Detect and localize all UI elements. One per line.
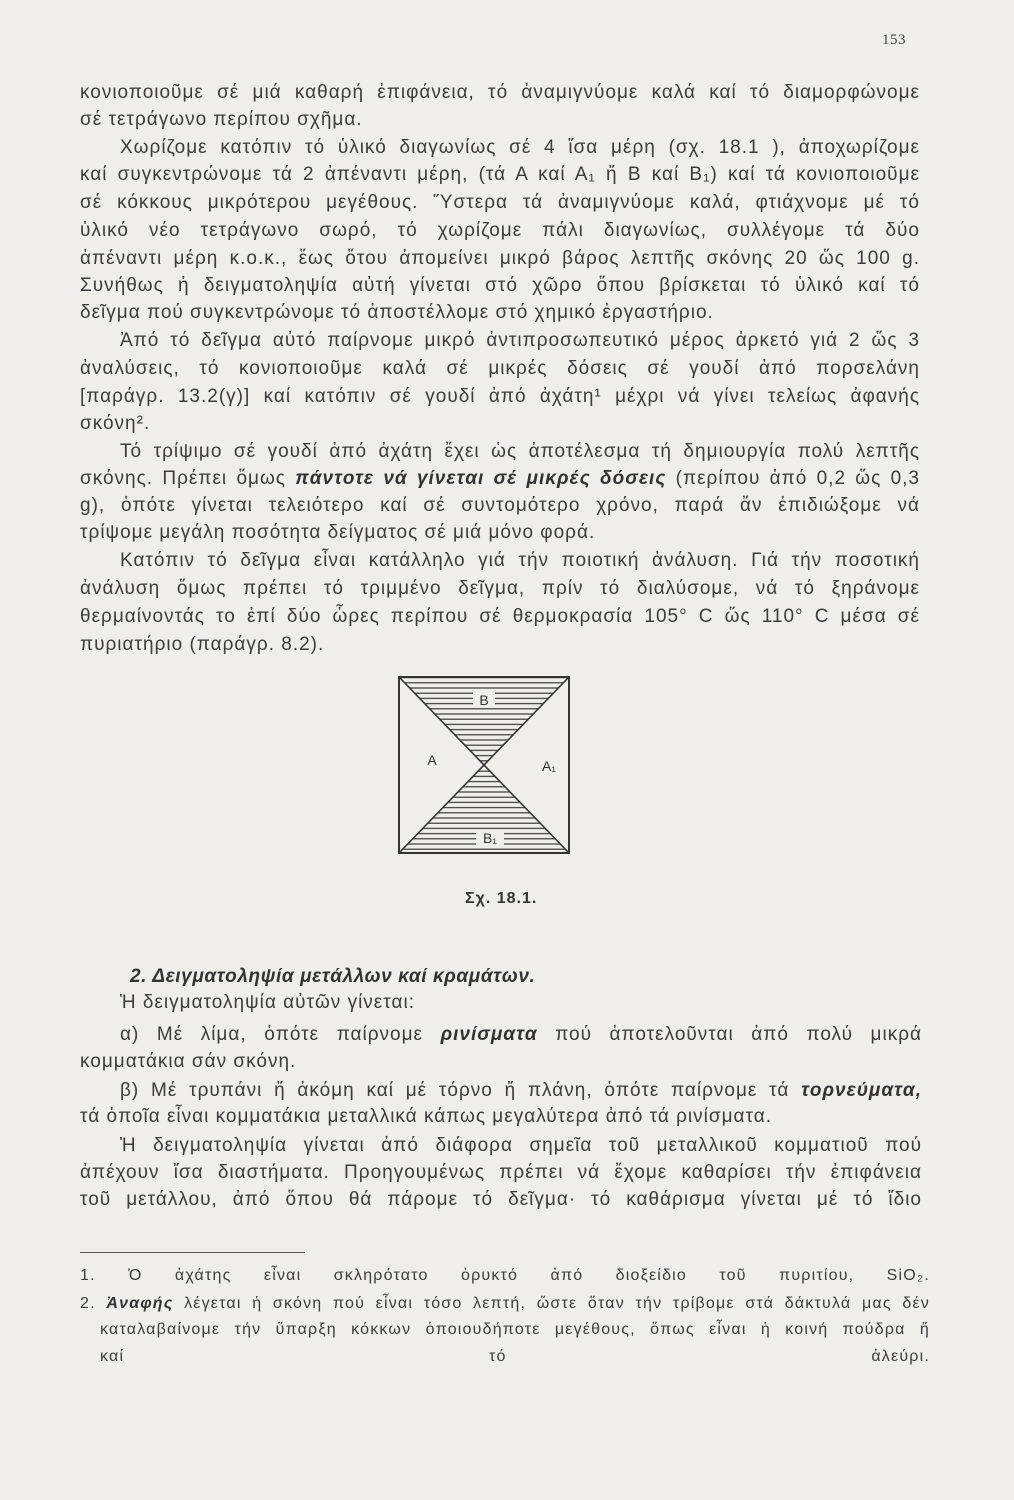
line-segment: (περίπου ἀπό 0,2 ὥς 0,3 <box>675 468 920 489</box>
emphasis-text: τορνεύματα, <box>801 1080 922 1101</box>
footnote-number: 1. <box>80 1267 96 1284</box>
line-segment: β) Μέ τρυπάνι ἤ ἀκόμη καί μέ τόρνο ἤ πλάνη, ὁπότε παίρνομε τά <box>120 1080 790 1101</box>
text-line: σέ τετράγωνο περίπου σχῆμα. <box>80 109 363 130</box>
footnote-line: καταλαβαίνομε τήν ὕπαρξη κόκκων ὁποιουδήποτε μεγέθους, ὅπως εἶναι ἡ κοινή πούδρα ἤ <box>100 1321 930 1338</box>
line-segment: α) Μέ λίμα, ὁπότε παίρνομε <box>120 1024 424 1045</box>
text-line <box>80 465 920 493</box>
text-line: δεῖγμα πού συγκεντρώνομε τό ἀποστέλλομε στό χημικό ἐργαστήριο. <box>80 302 714 323</box>
text-line: σέ κόκκους μικρότερου μεγέθους. Ὕστερα τά ἀναμιγνύομε καλά, φτιάχνομε μέ τό <box>80 192 920 213</box>
text-line: Ἡ δειγματοληψία αὐτῶν γίνεται: <box>120 992 415 1013</box>
label-b: Β <box>479 692 489 708</box>
section-heading: 2. Δειγματοληψία μετάλλων καί κραμάτων. <box>130 966 536 987</box>
text-line: κομματάκια σάν σκόνη. <box>80 1051 297 1072</box>
hatched-triangle-top <box>399 677 569 765</box>
text-line: Συνήθως ἡ δειγματοληψία αὐτή γίνεται στό χῶρο ὅπου βρίσκεται τό ὑλικό καί τό <box>80 275 920 296</box>
text-line: πυριατήριο (παράγρ. 8.2). <box>80 634 325 655</box>
text-line <box>120 1077 922 1105</box>
emphasis-text: πάντοτε νά γίνεται σέ μικρές δόσεις <box>295 468 667 489</box>
text-line <box>120 1021 922 1049</box>
text-line: τά ὁποῖα εἶναι κομματάκια μεταλλικά κάπως μεγαλύτερα ἀπό τά ρινίσματα. <box>80 1106 773 1127</box>
text-line: ὑλικό νέο τετράγωνο σωρό, τό χωρίζομε πάλι διαγωνίως, συλλέγομε τά δύο <box>80 220 920 241</box>
page-number: 153 <box>882 32 906 48</box>
text-line: Ἀπό τό δεῖγμα αὐτό παίρνομε μικρό ἀντιπροσωπευτικό μέρος ἀρκετό γιά 2 ὥς 3 <box>120 330 920 351</box>
figure-diagram <box>397 675 573 857</box>
footnote-line <box>80 1292 930 1316</box>
emphasis-text: ρινίσματα <box>440 1024 538 1045</box>
text-line: Ἡ δειγματοληψία γίνεται ἀπό διάφορα σημεῖα τοῦ μεταλλικοῦ κομματιοῦ πού <box>120 1135 922 1156</box>
label-b1: Β₁ <box>482 830 498 846</box>
line-segment: σκόνης. Πρέπει ὅμως <box>80 468 286 489</box>
text-line: Κατόπιν τό δεῖγμα εἶναι κατάλληλο γιά τήν ποιοτική ἀνάλυση. Γιά τήν ποσοτική <box>120 550 920 571</box>
text-line: g), ὁπότε γίνεται τελειότερο καί σέ συντομότερο χρόνο, παρά ἄν ἐπιδιώξομε νά <box>80 495 920 516</box>
text-line: ἀπέναντι μέρη κ.ο.κ., ἕως ὅτου ἀπομείνει μικρό βάρος λεπτῆς σκόνης 20 ὥς 100 g. <box>80 248 920 269</box>
line-segment: Ὁ ἀχάτης εἶναι σκληρότατο ὀρυκτό ἀπό διοξείδιο τοῦ πυριτίου, SiO₂. <box>128 1267 930 1284</box>
footnote-line: καί τό ἀλεύρι. <box>100 1348 930 1365</box>
line-segment: λέγεται ἡ σκόνη πού εἶναι τόσο λεπτή, ὥστε ὅταν τήν τρίβομε στά δάκτυλά μας δέν <box>184 1295 930 1312</box>
text-line: ἀνάλυση ὅμως πρέπει τό τριμμένο δεῖγμα, πρίν τό διαλύσομε, νά τό ξηράνομε <box>80 578 920 599</box>
text-line: [παράγρ. 13.2(γ)] καί κατόπιν σέ γουδί ἀπό ἀχάτη¹ μέχρι νά γίνει τελείως ἀφανής <box>80 386 920 407</box>
text-line: τοῦ μετάλλου, ἀπό ὅπου θά πάρομε τό δεῖγμα· τό καθάρισμα γίνεται μέ τό ἴδιο <box>80 1189 922 1210</box>
text-line: κονιοποιοῦμε σέ μιά καθαρή ἐπιφάνεια, τό ἀναμιγνύομε καλά καί τό διαμορφώνομε <box>80 82 920 103</box>
label-a1: Α₁ <box>541 758 557 774</box>
label-a: Α <box>427 752 437 768</box>
footnote-line <box>80 1264 930 1288</box>
text-line: Τό τρίψιμο σέ γουδί ἀπό ἀχάτη ἔχει ὡς ἀποτέλεσμα τή δημιουργία πολύ λεπτῆς <box>120 441 920 462</box>
text-line: καί συγκεντρώνομε τά 2 ἀπέναντι μέρη, (τά Α καί Α₁ ἤ Β καί Β₁) καί τά κονιοποιοῦμε <box>80 164 920 185</box>
footnote-rule <box>80 1252 305 1253</box>
text-line: Χωρίζομε κατόπιν τό ὑλικό διαγωνίως σέ 4 ἴσα μέρη (σχ. 18.1 ), ἀποχωρίζομε <box>120 137 920 158</box>
text-line: σκόνη². <box>80 413 151 434</box>
text-line: θερμαίνοντάς το ἐπί δύο ὧρες περίπου σέ θερμοκρασία 105° C ὥς 110° C μέσα σέ <box>80 606 920 627</box>
text-line: τρίψομε μεγάλη ποσότητα δείγματος σέ μιά μόνο φορά. <box>80 522 596 543</box>
line-segment: πού ἀποτελοῦνται ἀπό πολύ μικρά <box>555 1024 922 1045</box>
text-line: ἀπέχουν ἴσα διαστήματα. Προηγουμένως πρέπει νά ἔχομε καθαρίσει τήν ἐπιφάνεια <box>80 1162 922 1183</box>
figure-caption: Σχ. 18.1. <box>465 890 538 907</box>
footnote-term: Ἀναφής <box>106 1295 174 1312</box>
footnote-number: 2. <box>80 1295 96 1312</box>
text-line: ἀναλύσεις, τό κονιοποιοῦμε καλά σέ μικρές δόσεις σέ γουδί ἀπό πορσελάνη <box>80 358 920 379</box>
